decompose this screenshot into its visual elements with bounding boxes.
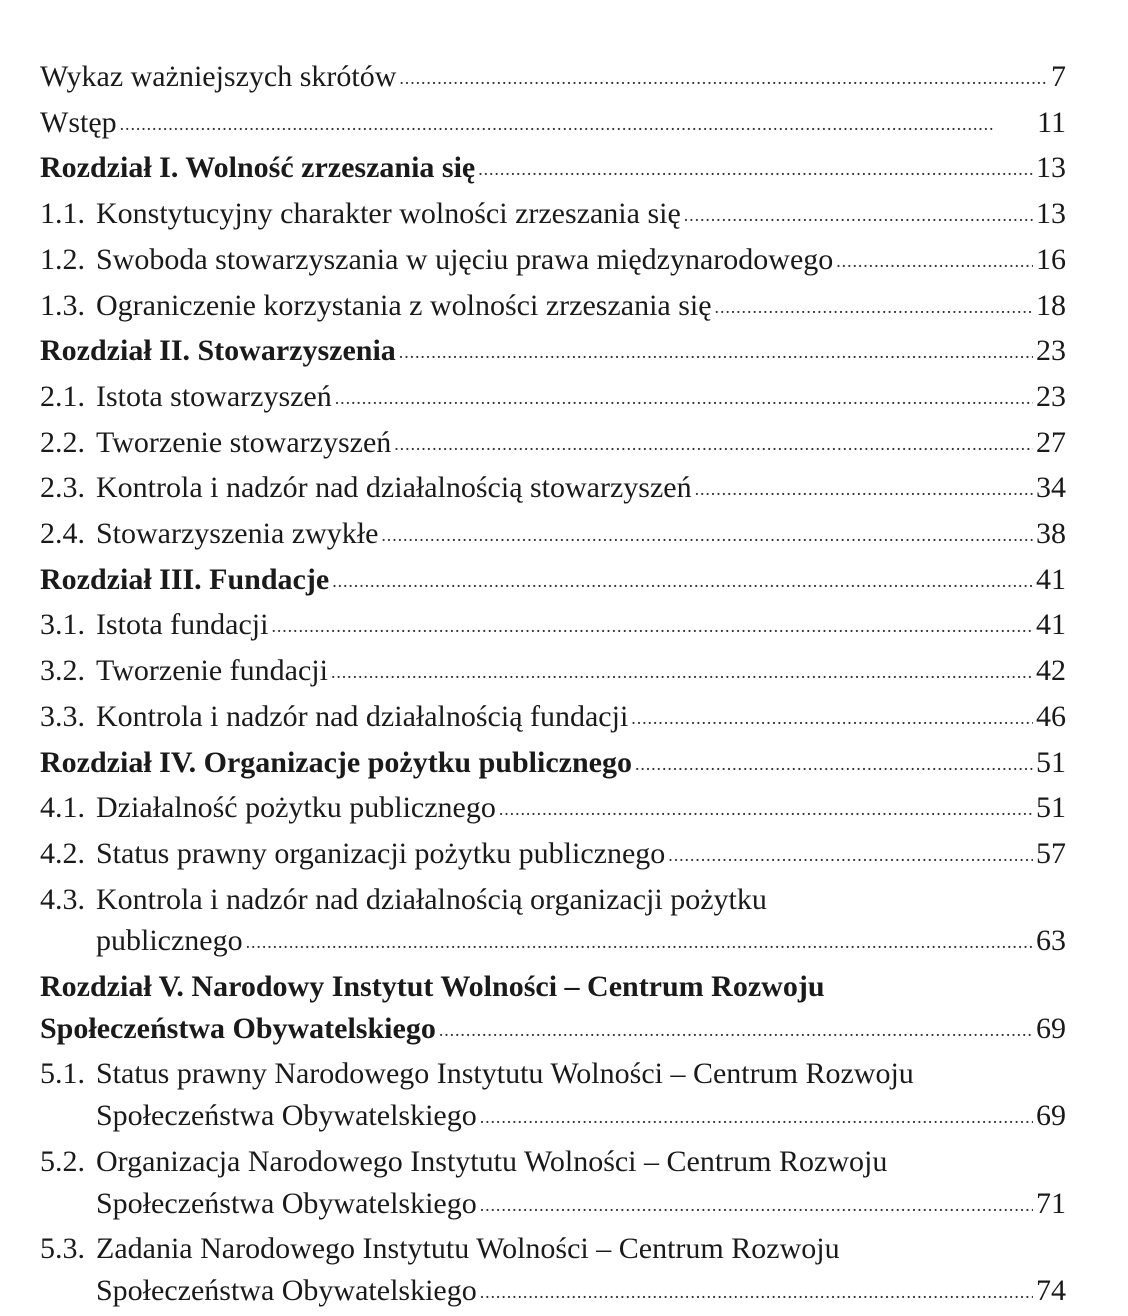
toc-section-number: 5.1. <box>40 1057 85 1091</box>
toc-section-title: Zadania Narodowego Instytutu Wolności – Centrum Rozwoju <box>96 1232 840 1266</box>
toc-leader-dots <box>331 652 1033 694</box>
toc-chapter[interactable] <box>40 742 1066 788</box>
toc-leader-dots <box>480 1097 1033 1139</box>
toc-section-number: 3.1. <box>40 608 85 642</box>
toc-section-title-continued: Społeczeństwa Obywatelskiego <box>96 1273 477 1307</box>
toc-entry-page: 13 <box>1036 151 1066 185</box>
toc-chapter-title: Rozdział II. Stowarzyszenia <box>40 334 396 368</box>
toc-section-title: Status prawny Narodowego Instytutu Wolności – Centrum Rozwoju <box>96 1057 914 1091</box>
toc-entry-page: 51 <box>1036 791 1066 825</box>
toc-entry-page: 46 <box>1036 699 1066 733</box>
toc-entry[interactable] <box>40 56 1066 102</box>
toc-entry-title: Wykaz ważniejszych skrótów <box>40 60 397 93</box>
toc-section[interactable] <box>40 787 1066 833</box>
toc-chapter-title: Rozdział IV. Organizacje pożytku publicznego <box>40 745 632 779</box>
toc-section-title: Status prawny organizacji pożytku publicznego <box>96 836 666 870</box>
toc-section-number: 4.3. <box>40 882 85 916</box>
toc-leader-dots <box>695 469 1033 511</box>
toc-section[interactable] <box>40 513 1066 559</box>
toc-section[interactable] <box>40 376 1066 422</box>
toc-section[interactable] <box>40 1141 1066 1183</box>
toc-section-title-continued: Społeczeństwa Obywatelskiego <box>96 1099 477 1133</box>
toc-section-title-continued: publicznego <box>96 924 243 958</box>
toc-leader-dots <box>399 332 1033 374</box>
toc-section[interactable] <box>40 1053 1066 1095</box>
toc-leader-dots <box>480 1272 1033 1314</box>
toc-leader-dots <box>381 515 1033 557</box>
toc-section-number: 2.3. <box>40 471 85 505</box>
toc-entry-page: 16 <box>1036 242 1066 276</box>
toc-entry-page: 18 <box>1036 288 1066 322</box>
toc-entry-page: 69 <box>1036 1011 1066 1045</box>
toc-section[interactable] <box>40 193 1066 239</box>
toc-entry-page: 51 <box>1036 745 1066 779</box>
toc-section-number: 1.1. <box>40 197 85 231</box>
toc-entry-page: 57 <box>1036 836 1066 870</box>
toc-section-number: 3.3. <box>40 699 85 733</box>
toc-leader-dots <box>478 149 1033 191</box>
toc-entry-page: 23 <box>1036 379 1066 413</box>
toc-entry-page: 34 <box>1036 471 1066 505</box>
toc-chapter-title-continued: Społeczeństwa Obywatelskiego <box>40 1011 436 1045</box>
toc-entry-page: 23 <box>1036 334 1066 368</box>
toc-section-title: Tworzenie fundacji <box>96 654 328 688</box>
toc-entry-page: 27 <box>1036 425 1066 459</box>
toc-section-number: 3.2. <box>40 654 85 688</box>
toc-leader-dots <box>631 698 1033 740</box>
toc-leader-dots <box>684 195 1033 237</box>
toc-section[interactable] <box>40 604 1066 650</box>
toc-section-title-continued: Społeczeństwa Obywatelskiego <box>96 1186 477 1220</box>
toc-chapter-continuation <box>40 1008 1066 1054</box>
toc-chapter-title: Rozdział I. Wolność zrzeszania się <box>40 151 476 185</box>
toc-entry-page: 69 <box>1036 1099 1066 1133</box>
toc-leader-dots <box>439 1010 1033 1052</box>
toc-chapter[interactable] <box>40 147 1066 193</box>
toc-chapter[interactable] <box>40 966 1066 1008</box>
toc-leader-dots <box>246 922 1033 964</box>
toc-leader-dots <box>480 1185 1033 1227</box>
toc-section-title: Kontrola i nadzór nad działalnością stowarzyszeń <box>96 471 692 505</box>
toc-section[interactable] <box>40 650 1066 696</box>
toc-section-number: 4.1. <box>40 791 85 825</box>
toc-entry-page: 13 <box>1036 197 1066 231</box>
toc-leader-dots <box>332 561 1033 603</box>
toc-entry-page: 11 <box>1037 105 1066 139</box>
toc-section[interactable] <box>40 1228 1066 1270</box>
toc-leader-dots <box>120 104 1034 146</box>
toc-section-title: Kontrola i nadzór nad działalnością organizacji pożytku <box>96 882 767 916</box>
toc-section-title: Kontrola i nadzór nad działalnością fundacji <box>96 699 629 733</box>
toc-section-number: 2.2. <box>40 425 85 459</box>
toc-section[interactable] <box>40 285 1066 331</box>
toc-section-continuation <box>40 1095 1066 1141</box>
toc-leader-dots <box>836 241 1033 283</box>
toc-entry-title: Wstęp <box>40 105 117 139</box>
toc-section-continuation <box>40 1183 1066 1229</box>
toc-leader-dots <box>715 287 1033 329</box>
toc-leader-dots <box>399 58 1048 100</box>
toc-leader-dots <box>394 424 1033 466</box>
toc-chapter-title: Rozdział III. Fundacje <box>40 562 330 596</box>
toc-section-number: 1.3. <box>40 288 85 322</box>
toc-entry-page: 71 <box>1036 1186 1066 1220</box>
toc-section-number: 2.4. <box>40 517 85 551</box>
toc-section-title: Swoboda stowarzyszania w ujęciu prawa międzynarodowego <box>96 242 834 276</box>
toc-leader-dots <box>335 378 1033 420</box>
toc-leader-dots <box>668 835 1033 877</box>
toc-section-number: 2.1. <box>40 379 85 413</box>
toc-section[interactable] <box>40 833 1066 879</box>
toc-chapter[interactable] <box>40 559 1066 605</box>
toc-section-title: Konstytucyjny charakter wolności zrzeszania się <box>96 197 681 231</box>
toc-section-title: Działalność pożytku publicznego <box>96 791 496 825</box>
toc-section-title: Istota stowarzyszeń <box>96 379 332 413</box>
toc-chapter[interactable] <box>40 330 1066 376</box>
toc-section-title: Istota fundacji <box>96 608 269 642</box>
toc-leader-dots <box>499 789 1033 831</box>
toc-entry-page: 63 <box>1036 924 1066 958</box>
toc-entry-page: 42 <box>1036 654 1066 688</box>
toc-section[interactable] <box>40 879 1066 921</box>
toc-entry[interactable] <box>40 102 1066 148</box>
toc-section-number: 5.3. <box>40 1232 85 1266</box>
toc-section-number: 1.2. <box>40 242 85 276</box>
toc-leader-dots <box>635 744 1033 786</box>
toc-section-continuation <box>40 920 1066 966</box>
toc-section-title: Stowarzyszenia zwykłe <box>96 517 379 551</box>
toc-section-title: Organizacja Narodowego Instytutu Wolności – Centrum Rozwoju <box>96 1144 888 1178</box>
toc-entry-page: 41 <box>1036 562 1066 596</box>
toc-section-title: Ograniczenie korzystania z wolności zrzeszania się <box>96 288 712 322</box>
toc-entry-page: 74 <box>1036 1273 1066 1307</box>
table-of-contents <box>40 56 1066 1316</box>
toc-section[interactable] <box>40 467 1066 513</box>
toc-chapter-title: Rozdział V. Narodowy Instytut Wolności – Centrum Rozwoju <box>40 970 825 1004</box>
toc-section-continuation <box>40 1270 1066 1316</box>
toc-leader-dots <box>271 606 1033 648</box>
toc-section[interactable] <box>40 696 1066 742</box>
toc-section-title: Tworzenie stowarzyszeń <box>96 425 392 459</box>
toc-entry-page: 38 <box>1036 517 1066 551</box>
toc-entry-page: 7 <box>1051 60 1066 93</box>
toc-entry-page: 41 <box>1036 608 1066 642</box>
toc-section[interactable] <box>40 422 1066 468</box>
toc-section-number: 4.2. <box>40 836 85 870</box>
toc-section-number: 5.2. <box>40 1144 85 1178</box>
toc-section[interactable] <box>40 239 1066 285</box>
